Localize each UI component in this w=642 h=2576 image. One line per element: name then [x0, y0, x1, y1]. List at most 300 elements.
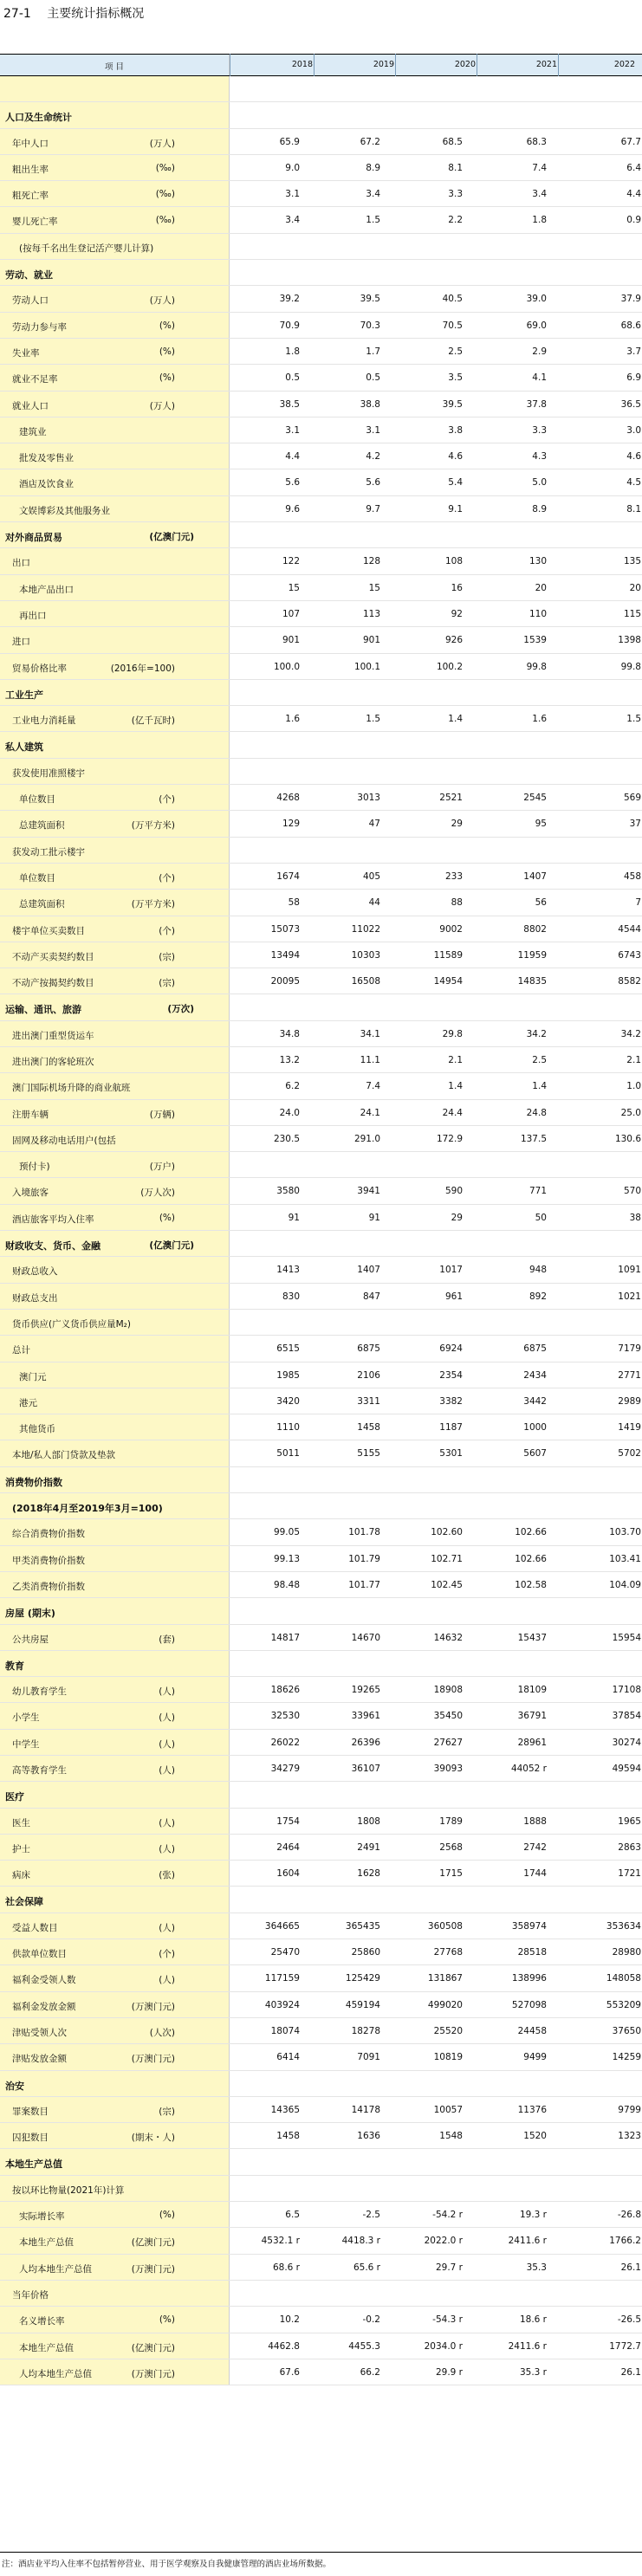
section-title: 劳动、就业: [5, 269, 53, 282]
table-row: [0, 2228, 642, 2254]
cell-2019: 1808: [357, 1815, 380, 1827]
cell-2020: 2.1: [448, 1054, 463, 1065]
cell-2018: 26022: [270, 1737, 300, 1748]
cell-2018: 65.9: [279, 136, 300, 147]
row-label: 公共房屋: [12, 1634, 49, 1645]
cell-2018: 1413: [276, 1265, 300, 1276]
row-label-cell: [0, 392, 230, 417]
cell-2021: 3.3: [532, 424, 547, 436]
cell-2020: 3.5: [448, 372, 463, 384]
row-label: 受益人数目: [12, 1922, 58, 1933]
table-row: [0, 181, 642, 207]
cell-2021: 4.1: [532, 372, 547, 384]
cell-2019: 11.1: [360, 1054, 380, 1065]
section-title: 房屋 (期末): [5, 1608, 55, 1620]
row-label-cell: [0, 2123, 230, 2148]
row-label: 不动产按揭契约数目: [12, 978, 94, 989]
cell-2019: 100.1: [353, 661, 380, 672]
cell-2021: 771: [529, 1186, 547, 1197]
table-row: [0, 1257, 642, 1283]
cell-2018: 6515: [276, 1343, 300, 1355]
row-label-cell: [0, 1965, 230, 1990]
table-row: [0, 838, 642, 864]
table-row: [0, 601, 642, 627]
cell-2021: 7.4: [532, 162, 547, 173]
row-unit: (个): [159, 925, 175, 936]
cell-2021: 56: [535, 897, 547, 909]
table-row: [0, 2097, 642, 2123]
row-label: 乙类消费物价指数: [12, 1581, 85, 1592]
section-row: [0, 732, 642, 758]
cell-2021: 137.5: [520, 1133, 547, 1144]
cell-2021: 1.4: [532, 1081, 547, 1092]
cell-2022: 353634: [606, 1920, 641, 1932]
row-unit: (‰): [155, 189, 175, 200]
cell-2020: 1789: [439, 1815, 463, 1827]
cell-2022: 7179: [618, 1343, 641, 1355]
table-row: [0, 1835, 642, 1861]
cell-2022: 36.5: [620, 398, 641, 410]
cell-2021: 892: [529, 1291, 547, 1302]
header-label: 项 目: [104, 62, 125, 72]
section-row: [0, 1887, 642, 1913]
cell-2021: 36791: [517, 1711, 547, 1722]
section-row: [0, 2149, 642, 2175]
row-label: 预付卡): [19, 1162, 50, 1173]
cell-2019: 2106: [357, 1369, 380, 1381]
row-label: 幼儿教育学生: [12, 1686, 67, 1698]
row-label: 酒店旅客平均入住率: [12, 1214, 94, 1225]
cell-2022: 3.0: [626, 424, 641, 436]
cell-2020: 1.4: [448, 714, 463, 725]
cell-2019: 1.7: [366, 346, 380, 357]
cell-2021: 948: [529, 1265, 547, 1276]
table-row: [0, 313, 642, 339]
cell-2022: 26.1: [620, 2366, 641, 2378]
row-label-cell: [0, 838, 230, 863]
cell-2022: 49594: [612, 1764, 641, 1774]
cell-2021: 2.9: [532, 346, 547, 357]
cell-2018: 100.0: [273, 661, 300, 672]
cell-2018: 70.9: [279, 320, 300, 331]
table-row: [0, 1572, 642, 1598]
cell-2021: 2545: [523, 793, 547, 804]
table-row: [0, 129, 642, 155]
table-row: [0, 1861, 642, 1887]
row-unit: (个): [159, 1949, 175, 1960]
row-unit: (亿澳门元): [149, 1240, 194, 1252]
cell-2018: 1.6: [285, 714, 300, 725]
cell-2019: 67.2: [360, 136, 380, 147]
table-row: [0, 1519, 642, 1545]
cell-2022: 1398: [618, 635, 641, 646]
cell-2019: 25860: [351, 1947, 380, 1958]
row-unit: (人次): [149, 2027, 175, 2038]
cell-2022: 9799: [618, 2104, 641, 2115]
row-label-cell: [0, 2176, 230, 2201]
row-unit: (张): [159, 1870, 175, 1881]
table-row: [0, 2044, 642, 2070]
row-label-cell: [0, 522, 230, 547]
row-label-cell: [0, 2202, 230, 2227]
cell-2021: 50: [535, 1212, 547, 1223]
table-row: [0, 1100, 642, 1126]
row-label: 其他货币: [19, 1424, 55, 1435]
cell-2020: 172.9: [436, 1133, 463, 1144]
cell-2019: 3.4: [366, 189, 380, 200]
table-row: [0, 2333, 642, 2359]
cell-2021: 527098: [511, 1999, 547, 2010]
cell-2022: 1419: [618, 1422, 641, 1434]
row-label: 福利金受领人数: [12, 1975, 76, 1986]
cell-2018: 10.2: [279, 2314, 300, 2326]
row-label-cell: [0, 759, 230, 784]
cell-2020: 131867: [427, 1973, 463, 1984]
row-label: 劳动力参与率: [12, 321, 67, 333]
row-label-cell: [0, 2149, 230, 2174]
cell-2021: 1407: [523, 871, 547, 882]
row-label-cell: [0, 942, 230, 968]
row-label-cell: [0, 155, 230, 180]
cell-2019: 1458: [357, 1422, 380, 1434]
cell-2021: 68.3: [526, 136, 547, 147]
cell-2022: 17108: [612, 1685, 641, 1696]
row-label: 年中人口: [12, 138, 49, 149]
row-label: 批发及零售业: [19, 453, 74, 464]
row-label: (按每千名出生登记活产婴儿计算): [19, 243, 154, 254]
table-row: [0, 1677, 642, 1703]
cell-2018: 98.48: [273, 1579, 300, 1590]
cell-2018: 9.6: [285, 503, 300, 515]
cell-2019: 847: [362, 1291, 380, 1302]
cell-2018: 32530: [270, 1711, 300, 1722]
row-label-cell: [0, 2281, 230, 2306]
cell-2021: 5.0: [532, 477, 547, 489]
cell-2020: 25520: [433, 2025, 463, 2036]
cell-2022: 20: [629, 582, 641, 593]
row-label-cell: [0, 994, 230, 1019]
cell-2019: 3013: [357, 793, 380, 804]
cell-2020: -54.3 r: [432, 2314, 463, 2326]
row-label-cell: [0, 443, 230, 469]
row-unit: (万次): [167, 1004, 194, 1015]
cell-2019: 101.79: [348, 1553, 380, 1564]
row-label-cell: [0, 916, 230, 942]
row-unit: (2016年=100): [110, 663, 175, 674]
cell-2022: 15954: [612, 1632, 641, 1643]
cell-2020: 3382: [439, 1395, 463, 1407]
cell-2022: 7: [635, 897, 641, 909]
cell-2022: 1091: [618, 1265, 641, 1276]
cell-2018: 67.6: [279, 2366, 300, 2378]
row-unit: (宗): [159, 951, 175, 962]
cell-2020: 29: [451, 1212, 463, 1223]
cell-2018: 15073: [270, 923, 300, 935]
cell-2020: 27627: [433, 1737, 463, 1748]
row-label: 本地产品出口: [19, 584, 74, 595]
spacer-row: [0, 76, 642, 102]
table-row: [0, 1809, 642, 1835]
cell-2021: 18109: [517, 1685, 547, 1696]
row-label-cell: [0, 129, 230, 154]
row-unit: (%): [159, 372, 175, 384]
cell-2020: 108: [444, 556, 463, 567]
cell-2020: 8.1: [448, 162, 463, 173]
cell-2022: 103.70: [609, 1527, 641, 1538]
table-row: [0, 1205, 642, 1231]
section-title: 运输、通讯、旅游: [5, 1004, 81, 1016]
row-label-cell: [0, 1362, 230, 1388]
cell-2022: 103.41: [609, 1553, 641, 1564]
cell-2021: 2411.6 r: [508, 2236, 547, 2247]
row-label: 甲类消费物价指数: [12, 1555, 85, 1566]
row-label-cell: [0, 1625, 230, 1650]
row-unit: (万人): [149, 400, 175, 411]
table-row: [0, 1284, 642, 1310]
cell-2019: 10303: [351, 949, 380, 961]
cell-2018: 6.5: [285, 2210, 300, 2221]
section-title: 对外商品贸易: [5, 532, 62, 544]
row-label: 人均本地生产总值: [19, 2368, 92, 2379]
section-row: [0, 2071, 642, 2097]
table-row: [0, 1178, 642, 1204]
row-label-cell: [0, 2333, 230, 2359]
cell-2020: 100.2: [436, 661, 463, 672]
row-label-cell: [0, 890, 230, 915]
cell-2018: 3580: [276, 1186, 300, 1197]
cell-2019: 11022: [351, 923, 380, 935]
row-unit: (宗): [159, 978, 175, 989]
cell-2020: 68.5: [442, 136, 463, 147]
row-label-cell: [0, 2018, 230, 2043]
cell-2022: 6743: [618, 949, 641, 961]
cell-2021: 6875: [523, 1343, 547, 1355]
table-row: [0, 1913, 642, 1939]
page-title: [3, 3, 144, 24]
row-label-cell: [0, 1414, 230, 1440]
row-unit: (人): [159, 1686, 175, 1698]
cell-2020: 2568: [439, 1841, 463, 1853]
cell-2021: 11376: [517, 2104, 547, 2115]
cell-2021: 28518: [517, 1947, 547, 1958]
row-label: 人均本地生产总值: [19, 2263, 92, 2275]
cell-2019: 39.5: [360, 294, 380, 305]
section-row: [0, 680, 642, 706]
cell-2021: 99.8: [526, 661, 547, 672]
header-label-cell: [0, 55, 230, 75]
row-label-cell: [0, 102, 230, 127]
cell-2018: 1604: [276, 1868, 300, 1880]
section-row: [0, 1651, 642, 1677]
cell-2020: 24.4: [442, 1107, 463, 1118]
row-label: 注册车辆: [12, 1109, 49, 1120]
row-label-cell: [0, 864, 230, 889]
row-label: 本地生产总值: [19, 2237, 74, 2249]
cell-2022: 570: [623, 1186, 641, 1197]
cell-2020: 92: [451, 608, 463, 619]
row-label-cell: [0, 1257, 230, 1282]
row-label: 高等教育学生: [12, 1765, 67, 1776]
cell-2022: 2863: [618, 1841, 641, 1853]
row-label-cell: [0, 706, 230, 731]
cell-2019: 38.8: [360, 398, 380, 410]
row-label: 按以环比物量(2021年)计算: [12, 2184, 125, 2196]
cell-2020: 29: [451, 819, 463, 830]
cell-2018: 24.0: [279, 1107, 300, 1118]
row-label-cell: [0, 1598, 230, 1623]
row-label: 总计: [12, 1345, 30, 1356]
section-row: [0, 260, 642, 286]
row-unit: (%): [159, 2210, 175, 2221]
row-label-cell: [0, 339, 230, 364]
cell-2022: -26.8: [617, 2210, 641, 2221]
cell-2021: 69.0: [526, 320, 547, 331]
row-label-cell: [0, 1809, 230, 1834]
row-label: 失业率: [12, 347, 40, 359]
cell-2018: 38.5: [279, 398, 300, 410]
table-row: [0, 968, 642, 994]
cell-2020: 88: [451, 897, 463, 909]
table-row: [0, 890, 642, 916]
row-unit: (人): [159, 1975, 175, 1986]
row-label-cell: [0, 1572, 230, 1597]
cell-2020: 2.5: [448, 346, 463, 357]
cell-2022: 104.09: [609, 1579, 641, 1590]
row-label: 单位数目: [19, 794, 55, 806]
row-label-cell: [0, 811, 230, 836]
cell-2019: 1.5: [366, 215, 380, 226]
cell-2018: 1754: [276, 1815, 300, 1827]
cell-2020: 14954: [433, 976, 463, 987]
cell-2018: 901: [282, 635, 300, 646]
cell-2019: 5155: [357, 1448, 380, 1460]
table-row: [0, 548, 642, 574]
section-row: [0, 1598, 642, 1624]
row-label-cell: [0, 260, 230, 285]
cell-2020: 102.60: [431, 1527, 463, 1538]
cell-2019: 3311: [357, 1395, 380, 1407]
row-label: 工业电力消耗量: [12, 715, 76, 727]
section-row: [0, 1493, 642, 1519]
row-unit: (套): [159, 1634, 175, 1645]
table-row: [0, 2176, 642, 2202]
table-row: [0, 2018, 642, 2044]
table-row: [0, 627, 642, 653]
cell-2019: 66.2: [360, 2366, 380, 2378]
table-row: [0, 2359, 642, 2385]
row-label-cell: [0, 1021, 230, 1046]
cell-2021: 24458: [517, 2025, 547, 2036]
cell-2018: 13.2: [279, 1054, 300, 1065]
cell-2018: 1985: [276, 1369, 300, 1381]
row-unit: (亿澳门元): [131, 2237, 175, 2249]
cell-2020: 39.5: [442, 398, 463, 410]
row-label-cell: [0, 601, 230, 626]
table-row: [0, 1939, 642, 1965]
cell-2019: 365435: [345, 1920, 380, 1932]
row-label: 就业人口: [12, 400, 49, 411]
row-label-cell: [0, 627, 230, 652]
cell-2019: 1.5: [366, 714, 380, 725]
cell-2018: 18626: [270, 1685, 300, 1696]
table-row: [0, 443, 642, 469]
row-label-cell: [0, 469, 230, 495]
statistics-table: [0, 54, 642, 2385]
cell-2022: 28980: [612, 1947, 641, 1958]
cell-2018: 403924: [264, 1999, 300, 2010]
row-label-cell: [0, 1100, 230, 1125]
cell-2018: 830: [282, 1291, 300, 1302]
row-label: 实际增长率: [19, 2211, 65, 2223]
table-row: [0, 417, 642, 443]
row-unit: (万澳门元): [131, 2054, 175, 2065]
header-year-2021: 2021: [535, 60, 557, 69]
cell-2019: 19265: [351, 1685, 380, 1696]
table-row: [0, 1965, 642, 1991]
cell-2019: 3941: [357, 1186, 380, 1197]
table-row: [0, 2255, 642, 2281]
cell-2022: 37854: [612, 1711, 641, 1722]
cell-2020: 27768: [433, 1947, 463, 1958]
cell-2022: 1021: [618, 1291, 641, 1302]
cell-2021: 1.8: [532, 215, 547, 226]
cell-2021: 24.8: [526, 1107, 547, 1118]
row-label-cell: [0, 207, 230, 232]
cell-2020: 14632: [433, 1632, 463, 1643]
cell-2018: 34.8: [279, 1028, 300, 1039]
cell-2021: 3442: [523, 1395, 547, 1407]
table-bottom-rule: [0, 2552, 642, 2553]
row-label: 文娱博彩及其他服务业: [19, 505, 110, 516]
cell-2020: 961: [444, 1291, 463, 1302]
cell-2019: -0.2: [362, 2314, 380, 2326]
cell-2021: 1000: [523, 1422, 547, 1434]
cell-2018: 39.2: [279, 294, 300, 305]
cell-2020: 2354: [439, 1369, 463, 1381]
row-label: 中学生: [12, 1738, 40, 1750]
row-label: 津贴受领人次: [12, 2027, 67, 2038]
cell-2022: 2989: [618, 1395, 641, 1407]
cell-2019: 101.78: [348, 1527, 380, 1538]
cell-2020: 1017: [439, 1265, 463, 1276]
cell-2022: 4.6: [626, 451, 641, 463]
cell-2018: 99.05: [273, 1527, 300, 1538]
cell-2021: 2.5: [532, 1054, 547, 1065]
row-label-cell: [0, 2097, 230, 2122]
cell-2018: 129: [282, 819, 300, 830]
cell-2021: 35.3: [526, 2262, 547, 2273]
cell-2020: 10057: [433, 2104, 463, 2115]
cell-2021: 14835: [517, 976, 547, 987]
table-row: [0, 339, 642, 365]
cell-2019: 47: [368, 819, 380, 830]
row-label: 劳动人口: [12, 295, 49, 307]
cell-2018: 3.4: [285, 215, 300, 226]
header-year-2018: 2018: [291, 60, 313, 69]
row-unit: (万澳门元): [131, 2368, 175, 2379]
cell-2022: 8582: [618, 976, 641, 987]
cell-2022: 1721: [618, 1868, 641, 1880]
cell-2018: 18074: [270, 2025, 300, 2036]
row-label-cell: [0, 1284, 230, 1309]
section-row: [0, 994, 642, 1020]
table-body: [0, 76, 642, 2385]
row-label-cell: [0, 575, 230, 600]
section-title: 人口及生命统计: [5, 112, 72, 124]
cell-2022: 6.4: [626, 162, 641, 173]
cell-2018: 107: [282, 608, 300, 619]
cell-2020: 9.1: [448, 503, 463, 515]
